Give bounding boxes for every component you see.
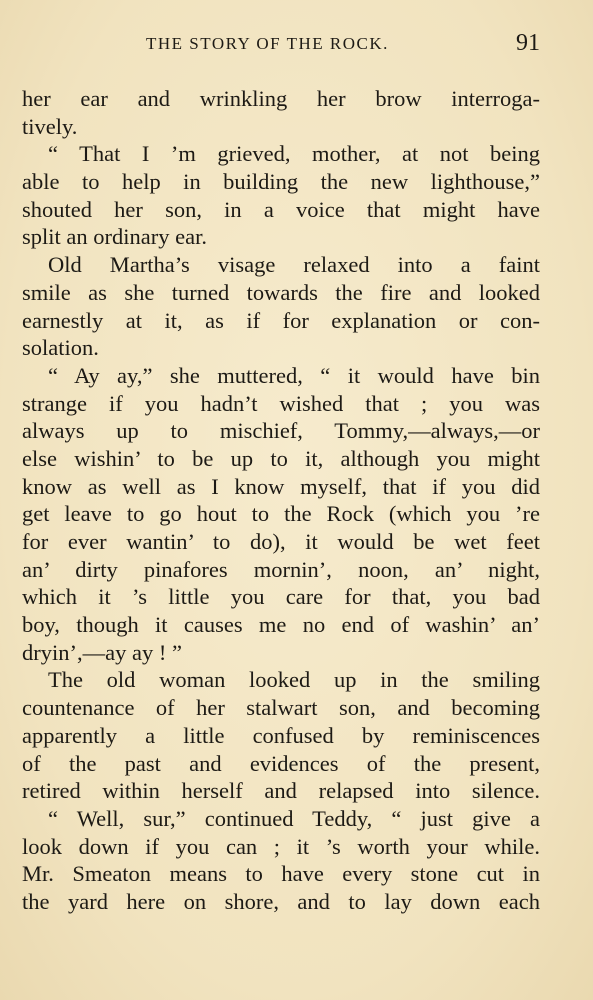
text-line: apparently a little confused by reminiscences xyxy=(22,722,540,748)
text-line: able to help in building the new lighthouse,” xyxy=(22,169,540,195)
page-header xyxy=(22,30,540,66)
text-line: the yard here on shore, and to lay down each xyxy=(22,888,540,914)
text-line: tively. xyxy=(22,113,78,139)
text-line: for ever wantin’ to do), it would be wet feet xyxy=(22,529,540,554)
text-line: Mr. Smeaton means to have every stone cut in xyxy=(22,861,540,887)
text-line: an’ dirty pinafores mornin’, noon, an’ night, xyxy=(22,556,540,582)
text-line: solation. xyxy=(22,335,99,361)
text-line: strange if you hadn’t wished that ; you was xyxy=(22,390,540,416)
text-line: else wishin’ to be up to it, although you might xyxy=(22,445,540,471)
text-line: of the past and evidences of the present, xyxy=(22,750,540,776)
text-line: which it ’s little you care for that, you bad xyxy=(22,584,540,610)
text-line: “ That I ’m grieved, mother, at not being xyxy=(48,141,540,167)
text-line: shouted her son, in a voice that might have xyxy=(22,196,540,222)
text-line: know as well as I know myself, that if you did xyxy=(22,473,540,499)
text-line: The old woman looked up in the smiling xyxy=(48,667,540,693)
text-line: earnestly at it, as if for explanation or con- xyxy=(22,307,540,333)
text-line: look down if you can ; it ’s worth your while. xyxy=(22,833,540,859)
text-line: Old Martha’s visage relaxed into a faint xyxy=(48,252,540,278)
page-number: 91 xyxy=(516,30,540,56)
text-line: always up to mischief, Tommy,—always,—or xyxy=(22,418,540,444)
text-line: get leave to go hout to the Rock (which you ’re xyxy=(22,501,540,527)
text-line: boy, though it causes me no end of washin’ an’ xyxy=(22,612,540,638)
body-text xyxy=(22,85,540,916)
text-line: split an ordinary ear. xyxy=(22,224,207,250)
running-head: THE STORY OF THE ROCK. xyxy=(146,34,389,53)
text-line: “ Well, sur,” continued Teddy, “ just give a xyxy=(48,805,540,831)
text-line: smile as she turned towards the fire and looked xyxy=(22,279,540,305)
text-line: her ear and wrinkling her brow interroga- xyxy=(22,86,540,111)
text-line: “ Ay ay,” she muttered, “ it would have bin xyxy=(48,362,540,388)
text-line: retired within herself and relapsed into silence. xyxy=(22,778,540,804)
text-line: dryin’,—ay ay ! ” xyxy=(22,639,182,665)
text-line: countenance of her stalwart son, and becoming xyxy=(22,695,540,721)
